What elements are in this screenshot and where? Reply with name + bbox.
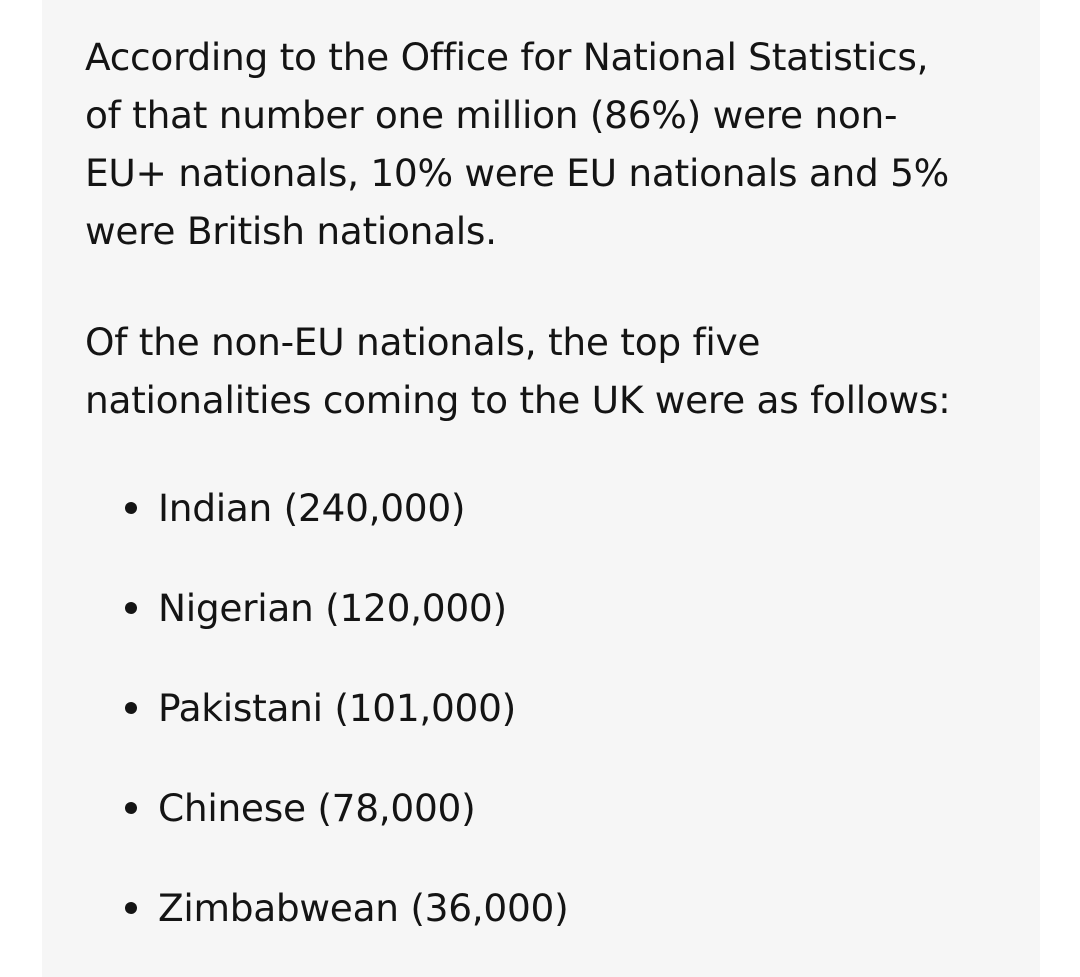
list-item-label: Nigerian (120,000) (158, 586, 507, 630)
list-item (85, 779, 1000, 837)
list-item-label: Chinese (78,000) (158, 786, 476, 830)
bullet-icon (125, 702, 137, 714)
list-item-label: Zimbabwean (36,000) (158, 886, 569, 930)
article-paragraph-ons: According to the Office for National Statistics, of that number one million (86%) were non- EU+ nationals, 10% were EU nationals and 5% were British nationals. (85, 35, 949, 253)
list-item-label: Pakistani (101,000) (158, 686, 517, 730)
list-item-label: Indian (240,000) (158, 486, 466, 530)
list-item (85, 879, 1000, 937)
list-item (85, 479, 1000, 537)
bullet-icon (125, 902, 137, 914)
article-content-panel (42, 0, 1040, 977)
article-paragraph-top-five: Of the non-EU nationals, the top five nationalities coming to the UK were as follows: (85, 320, 951, 422)
nationalities-list (85, 479, 1000, 937)
list-item (85, 579, 1000, 637)
bullet-icon (125, 802, 137, 814)
bullet-icon (125, 602, 137, 614)
bullet-icon (125, 502, 137, 514)
list-item (85, 679, 1000, 737)
